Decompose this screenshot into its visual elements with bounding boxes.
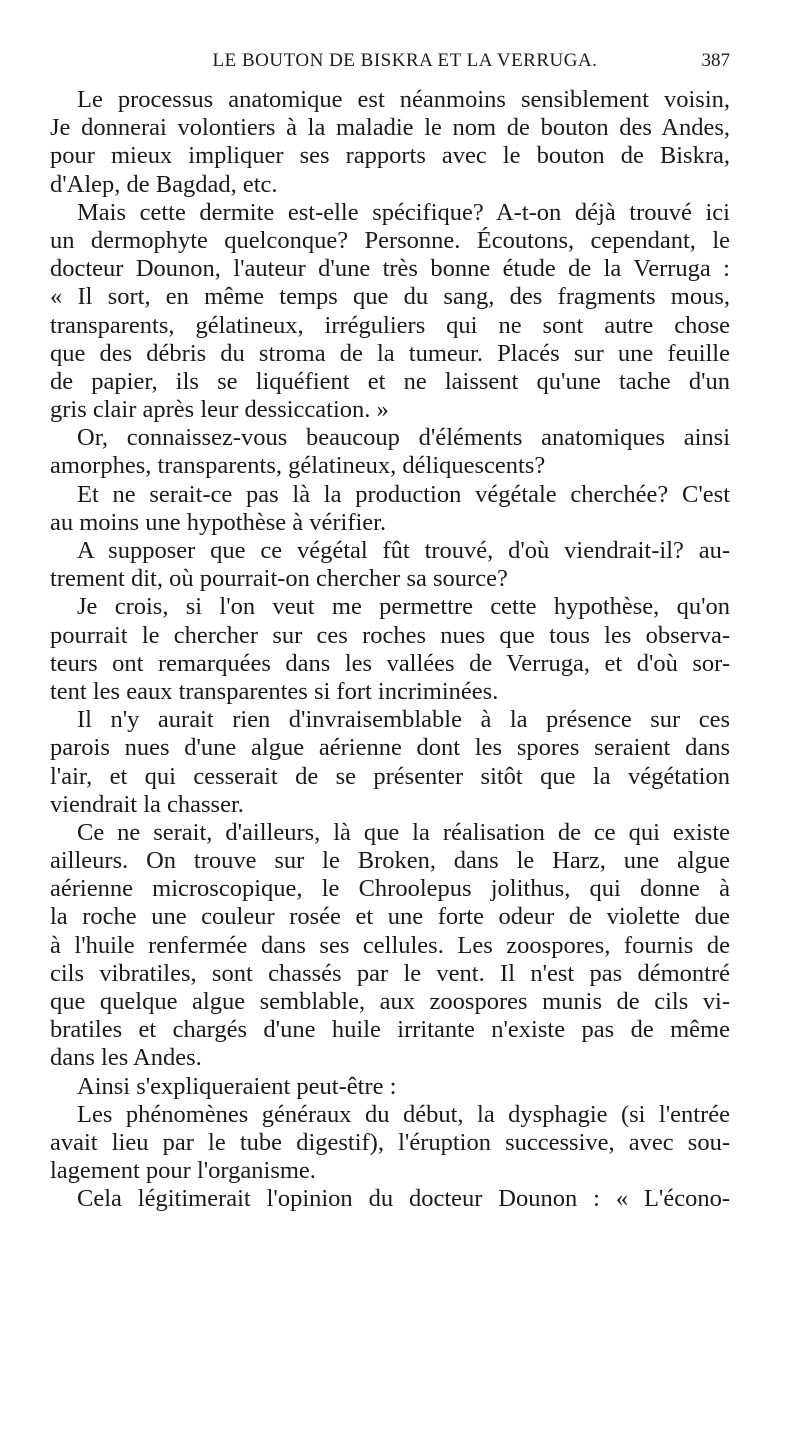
- text-line: que des débris du stroma de la tumeur. Placés sur une feuille: [50, 339, 730, 367]
- text-line: Mais cette dermite est-elle spécifique? A-t-on déjà trouvé ici: [77, 198, 730, 226]
- text-line: Cela légitimerait l'opinion du docteur Dounon : « L'écono-: [77, 1185, 730, 1213]
- text-line: pour mieux impliquer ses rapports avec le bouton de Biskra,: [50, 142, 730, 170]
- text-line: gris clair après leur dessiccation. »: [50, 396, 389, 424]
- text-line: Il n'y aurait rien d'invraisemblable à la présence sur ces: [77, 706, 730, 734]
- text-line: Je crois, si l'on veut me permettre cette hypothèse, qu'on: [77, 593, 730, 621]
- text-line: viendrait la chasser.: [50, 790, 244, 818]
- text-line: au moins une hypothèse à vérifier.: [50, 508, 387, 536]
- text-line: un dermophyte quelconque? Personne. Écoutons, cependant, le: [50, 226, 730, 254]
- text-line: Et ne serait-ce pas là la production végétale cherchée? C'est: [77, 480, 730, 508]
- text-line: parois nues d'une algue aérienne dont les spores seraient dans: [50, 734, 730, 762]
- text-line: bratiles et chargés d'une huile irritante n'existe pas de même: [50, 1016, 730, 1044]
- text-line: trement dit, où pourrait-on chercher sa source?: [50, 565, 508, 593]
- text-line: Ainsi s'expliqueraient peut-être :: [77, 1072, 397, 1100]
- text-line: lagement pour l'organisme.: [50, 1157, 316, 1185]
- body-text: [50, 86, 730, 1214]
- text-line: Les phénomènes généraux du début, la dysphagie (si l'entrée: [77, 1100, 730, 1128]
- text-line: d'Alep, de Bagdad, etc.: [50, 170, 278, 198]
- text-line: cils vibratiles, sont chassés par le vent. Il n'est pas démontré: [50, 959, 730, 987]
- text-line: Je donnerai volontiers à la maladie le nom de bouton des Andes,: [50, 114, 730, 142]
- text-line: amorphes, transparents, gélatineux, déliquescents?: [50, 452, 546, 480]
- text-line: à l'huile renfermée dans ses cellules. Les zoospores, fournis de: [50, 931, 730, 959]
- running-header: [50, 50, 730, 80]
- page-number: 387: [701, 50, 730, 71]
- text-line: l'air, et qui cesserait de se présenter sitôt que la végétation: [50, 762, 730, 790]
- text-line: Or, connaissez-vous beaucoup d'éléments anatomiques ainsi: [77, 424, 730, 452]
- text-line: pourrait le chercher sur ces roches nues que tous les observa-: [50, 621, 730, 649]
- text-line: A supposer que ce végétal fût trouvé, d'où viendrait-il? au-: [77, 537, 730, 564]
- text-line: dans les Andes.: [50, 1044, 202, 1072]
- text-line: avait lieu par le tube digestif), l'éruption successive, avec sou-: [50, 1128, 730, 1156]
- running-title: LE BOUTON DE BISKRA ET LA VERRUGA.: [212, 50, 598, 71]
- text-line: transparents, gélatineux, irréguliers qui ne sont autre chose: [50, 311, 730, 339]
- text-line: aérienne microscopique, le Chroolepus jolithus, qui donne à: [50, 875, 730, 903]
- text-line: docteur Dounon, l'auteur d'une très bonne étude de la Verruga :: [50, 255, 730, 283]
- text-line: tent les eaux transparentes si fort incriminées.: [50, 677, 499, 705]
- text-line: la roche une couleur rosée et une forte odeur de violette due: [50, 903, 730, 931]
- text-line: de papier, ils se liquéfient et ne laissent qu'une tache d'un: [50, 367, 730, 395]
- text-line: ailleurs. On trouve sur le Broken, dans le Harz, une algue: [50, 847, 730, 875]
- text-line: teurs ont remarquées dans les vallées de Verruga, et d'où sor-: [50, 649, 730, 677]
- text-line: Le processus anatomique est néanmoins sensiblement voisin,: [77, 86, 730, 113]
- text-line: « Il sort, en même temps que du sang, des fragments mous,: [50, 283, 730, 311]
- text-line: Ce ne serait, d'ailleurs, là que la réalisation de ce qui existe: [77, 818, 730, 846]
- text-line: que quelque algue semblable, aux zoospores munis de cils vi-: [50, 988, 730, 1015]
